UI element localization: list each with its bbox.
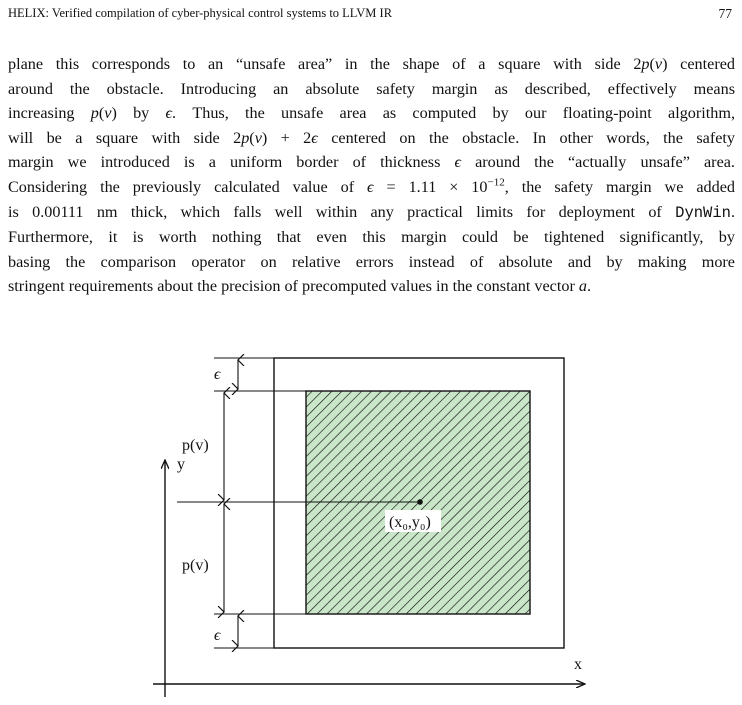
- epsilon-label-top: ϵ: [214, 366, 221, 383]
- text-line: Furthermore, it is worth nothing that even this margin could be tightened significantly, by: [8, 228, 735, 247]
- text-line: around the obstacle. Introducing an absolute safety margin as described, effectively means: [8, 79, 735, 98]
- text-line: will be a square with side 2p(v) + 2ϵ centered on the obstacle. In other words, the safety: [8, 128, 735, 147]
- center-label: (x₀,y₀): [389, 514, 431, 531]
- y-axis-label: y: [177, 456, 185, 473]
- center-point: [417, 499, 423, 505]
- pv-label-lower: p(v): [182, 557, 209, 574]
- text-line: basing the comparison operator on relative errors instead of absolute and by making more: [8, 252, 735, 271]
- pv-label-upper: p(v): [182, 437, 209, 454]
- text-line: Considering the previously calculated value of $\epsilon = 1.11 \times 10^{-12}$, the safety margin we added: [8, 176, 735, 196]
- text-line: increasing p(v) by ϵ. Thus, the unsafe area as computed by our floating-point algorithm,: [8, 104, 735, 123]
- running-title: HELIX: Verified compilation of cyber-physical control systems to LLVM IR: [8, 6, 393, 20]
- epsilon-label-bottom: ϵ: [214, 627, 221, 644]
- page-number: 77: [718, 6, 732, 21]
- text-line: stringent requirements about the precision of precomputed values in the constant vector a.: [8, 277, 592, 296]
- x-axis-label: x: [574, 656, 582, 673]
- text-line: plane this corresponds to an “unsafe area” in the shape of a square with side 2p(v) centered: [8, 55, 735, 73]
- text-line: is 0.00111 nm thick, which falls well within any practical limits for deployment of DynWin.: [8, 202, 735, 222]
- dynwin-code: DynWin: [675, 203, 731, 222]
- text-line: margin we introduced is a uniform border of thickness ϵ around the “actually unsafe” area.: [8, 153, 735, 172]
